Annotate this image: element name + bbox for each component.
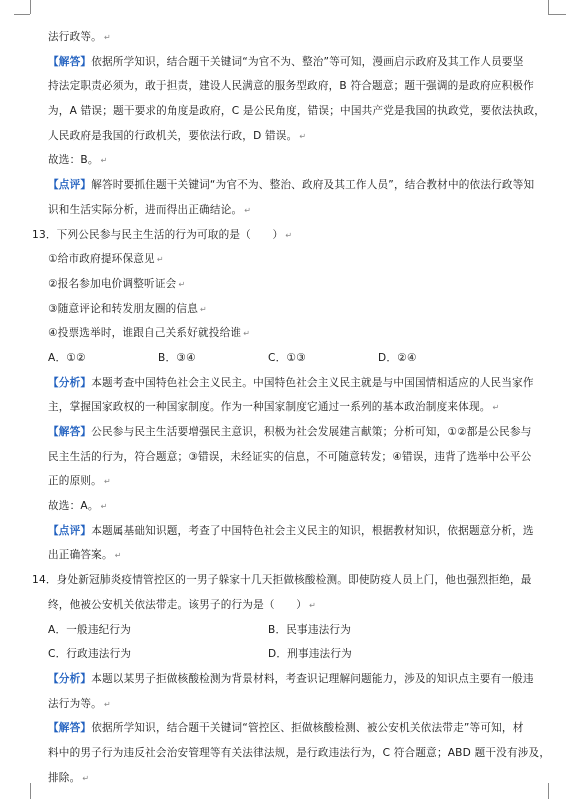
q12-dianping-line-2: 识和生活实际分析，进而得出正确结论。 ↵ [48, 203, 252, 216]
q13-option-d: D．②④ [378, 351, 417, 364]
document-body [32, 30, 550, 795]
fenxi-tag: 【分析】 [48, 672, 92, 685]
q14-option-b: B．民事违法行为 [268, 623, 352, 636]
q13-item-4: ④投票选举时，谁跟自己关系好就投给谁 ↵ [48, 327, 251, 340]
q14-stem-line-2: 终，他被公安机关依法带走。该男子的行为是（ ） ↵ [48, 598, 316, 611]
q14-option-a: A．一般违纪行为 [48, 623, 132, 636]
crop-mark-top-left [30, 0, 31, 14]
q13-item-1: ①给市政府提环保意见 ↵ [48, 253, 164, 266]
jieda-tag: 【解答】 [48, 55, 92, 68]
q13-option-c: C．①③ [268, 351, 306, 364]
q13-jieda-line-1: 【解答】公民参与民主生活要增强民主意识，积极为社会发展建言献策；分析可知，①②都是公民参与 [48, 426, 532, 438]
q12-jieda-line-2: 持法定职责必须为，敢于担责，建设人民满意的服务型政府，B 符合题意；题干强调的是政府应积极作 [48, 80, 534, 93]
q14-jieda-line-2: 料中的男子行为违反社会治安管理等有关法律法规，是行政违法行为，C 符合题意；ABD 题干没有涉及， [48, 746, 550, 759]
q14-jieda-line-3: 排除。 ↵ [48, 771, 90, 784]
q13-stem: 13．下列公民参与民主生活的行为可取的是（ ） ↵ [32, 228, 293, 241]
q14-fenxi-line-1: 【分析】本题以某男子拒做核酸检测为背景材料，考查识记理解问题能力，涉及的知识点主要有一般违 [48, 672, 534, 685]
q13-fenxi-line-2: 主，掌握国家政权的一种国家制度。作为一种国家制度它通过一系列的基本政治制度来体现。 ↵ [48, 401, 500, 414]
q14-stem-line-1: 14．身处新冠肺炎疫情管控区的一男子躲家十几天拒做核酸检测。即使防疫人员上门，他也强烈拒绝，最 [32, 574, 532, 587]
jieda-tag: 【解答】 [48, 722, 92, 735]
q13-dianping-line-1: 【点评】本题属基础知识题，考查了中国特色社会主义民主的知识，根据教材知识，依据题意分析，选 [48, 524, 534, 537]
q12-line-0: 法行政等。 ↵ [48, 31, 111, 43]
q12-dianping-line-1: 【点评】解答时要抓住题干关键词“为官不为、整治、政府及其工作人员”，结合教材中的依法行政等知 [48, 179, 535, 192]
q13-fenxi-line-1: 【分析】本题考查中国特色社会主义民主。中国特色社会主义民主就是与中国国情相适应的人民当家作 [48, 376, 534, 389]
q14-option-d: D．刑事违法行为 [268, 648, 352, 661]
crop-mark-bottom-left [30, 783, 31, 799]
q14-fenxi-line-2: 法行为等。 ↵ [48, 697, 111, 710]
q13-item-2: ②报名参加电价调整听证会 ↵ [48, 277, 186, 290]
q13-jieda-line-2: 民主生活的行为，符合题意；③错误，未经证实的信息，不可随意转发；④错误，违背了选举中公平公 [48, 450, 532, 463]
q13-option-a: A．①② [48, 351, 86, 364]
q14-options-row-1 [32, 623, 550, 648]
q13-option-b: B．③④ [158, 351, 196, 364]
q12-jieda-line-3: 为，A 错误；题干要求的角度是政府，C 是公民角度，错误；中国共产党是我国的执政党，要依法执政， [48, 105, 546, 118]
q14-jieda-line-1: 【解答】依据所学知识，结合题干关键词“管控区、拒做核酸检测、被公安机关依法带走”等可知，材 [48, 722, 524, 735]
q14-options-row-2 [32, 647, 550, 672]
q13-item-3: ③随意评论和转发朋友圈的信息 ↵ [48, 302, 207, 315]
q12-jieda-line-1: 【解答】依据所学知识，结合题干关键词“为官不为、整治”等可知，漫画启示政府及其工作人员要坚 [48, 55, 524, 68]
q13-answer: 故选：A。 ↵ [48, 500, 108, 513]
jieda-tag: 【解答】 [48, 426, 92, 438]
q13-jieda-line-3: 正的原则。 ↵ [48, 475, 111, 488]
q12-answer: 故选：B。 ↵ [48, 154, 108, 167]
q12-jieda-line-4: 人民政府是我国的行政机关，要依法行政，D 错误。 ↵ [48, 129, 307, 142]
fenxi-tag: 【分析】 [48, 376, 92, 389]
q13-options [32, 351, 550, 376]
dianping-tag: 【点评】 [48, 524, 92, 537]
crop-mark-top-right [548, 0, 549, 14]
dianping-tag: 【点评】 [48, 179, 92, 192]
crop-mark-top-right-h [548, 14, 566, 15]
q14-option-c: C．行政违法行为 [48, 648, 132, 661]
q13-dianping-line-2: 出正确答案。 ↵ [48, 549, 122, 562]
crop-mark-top-left-h [14, 14, 30, 15]
